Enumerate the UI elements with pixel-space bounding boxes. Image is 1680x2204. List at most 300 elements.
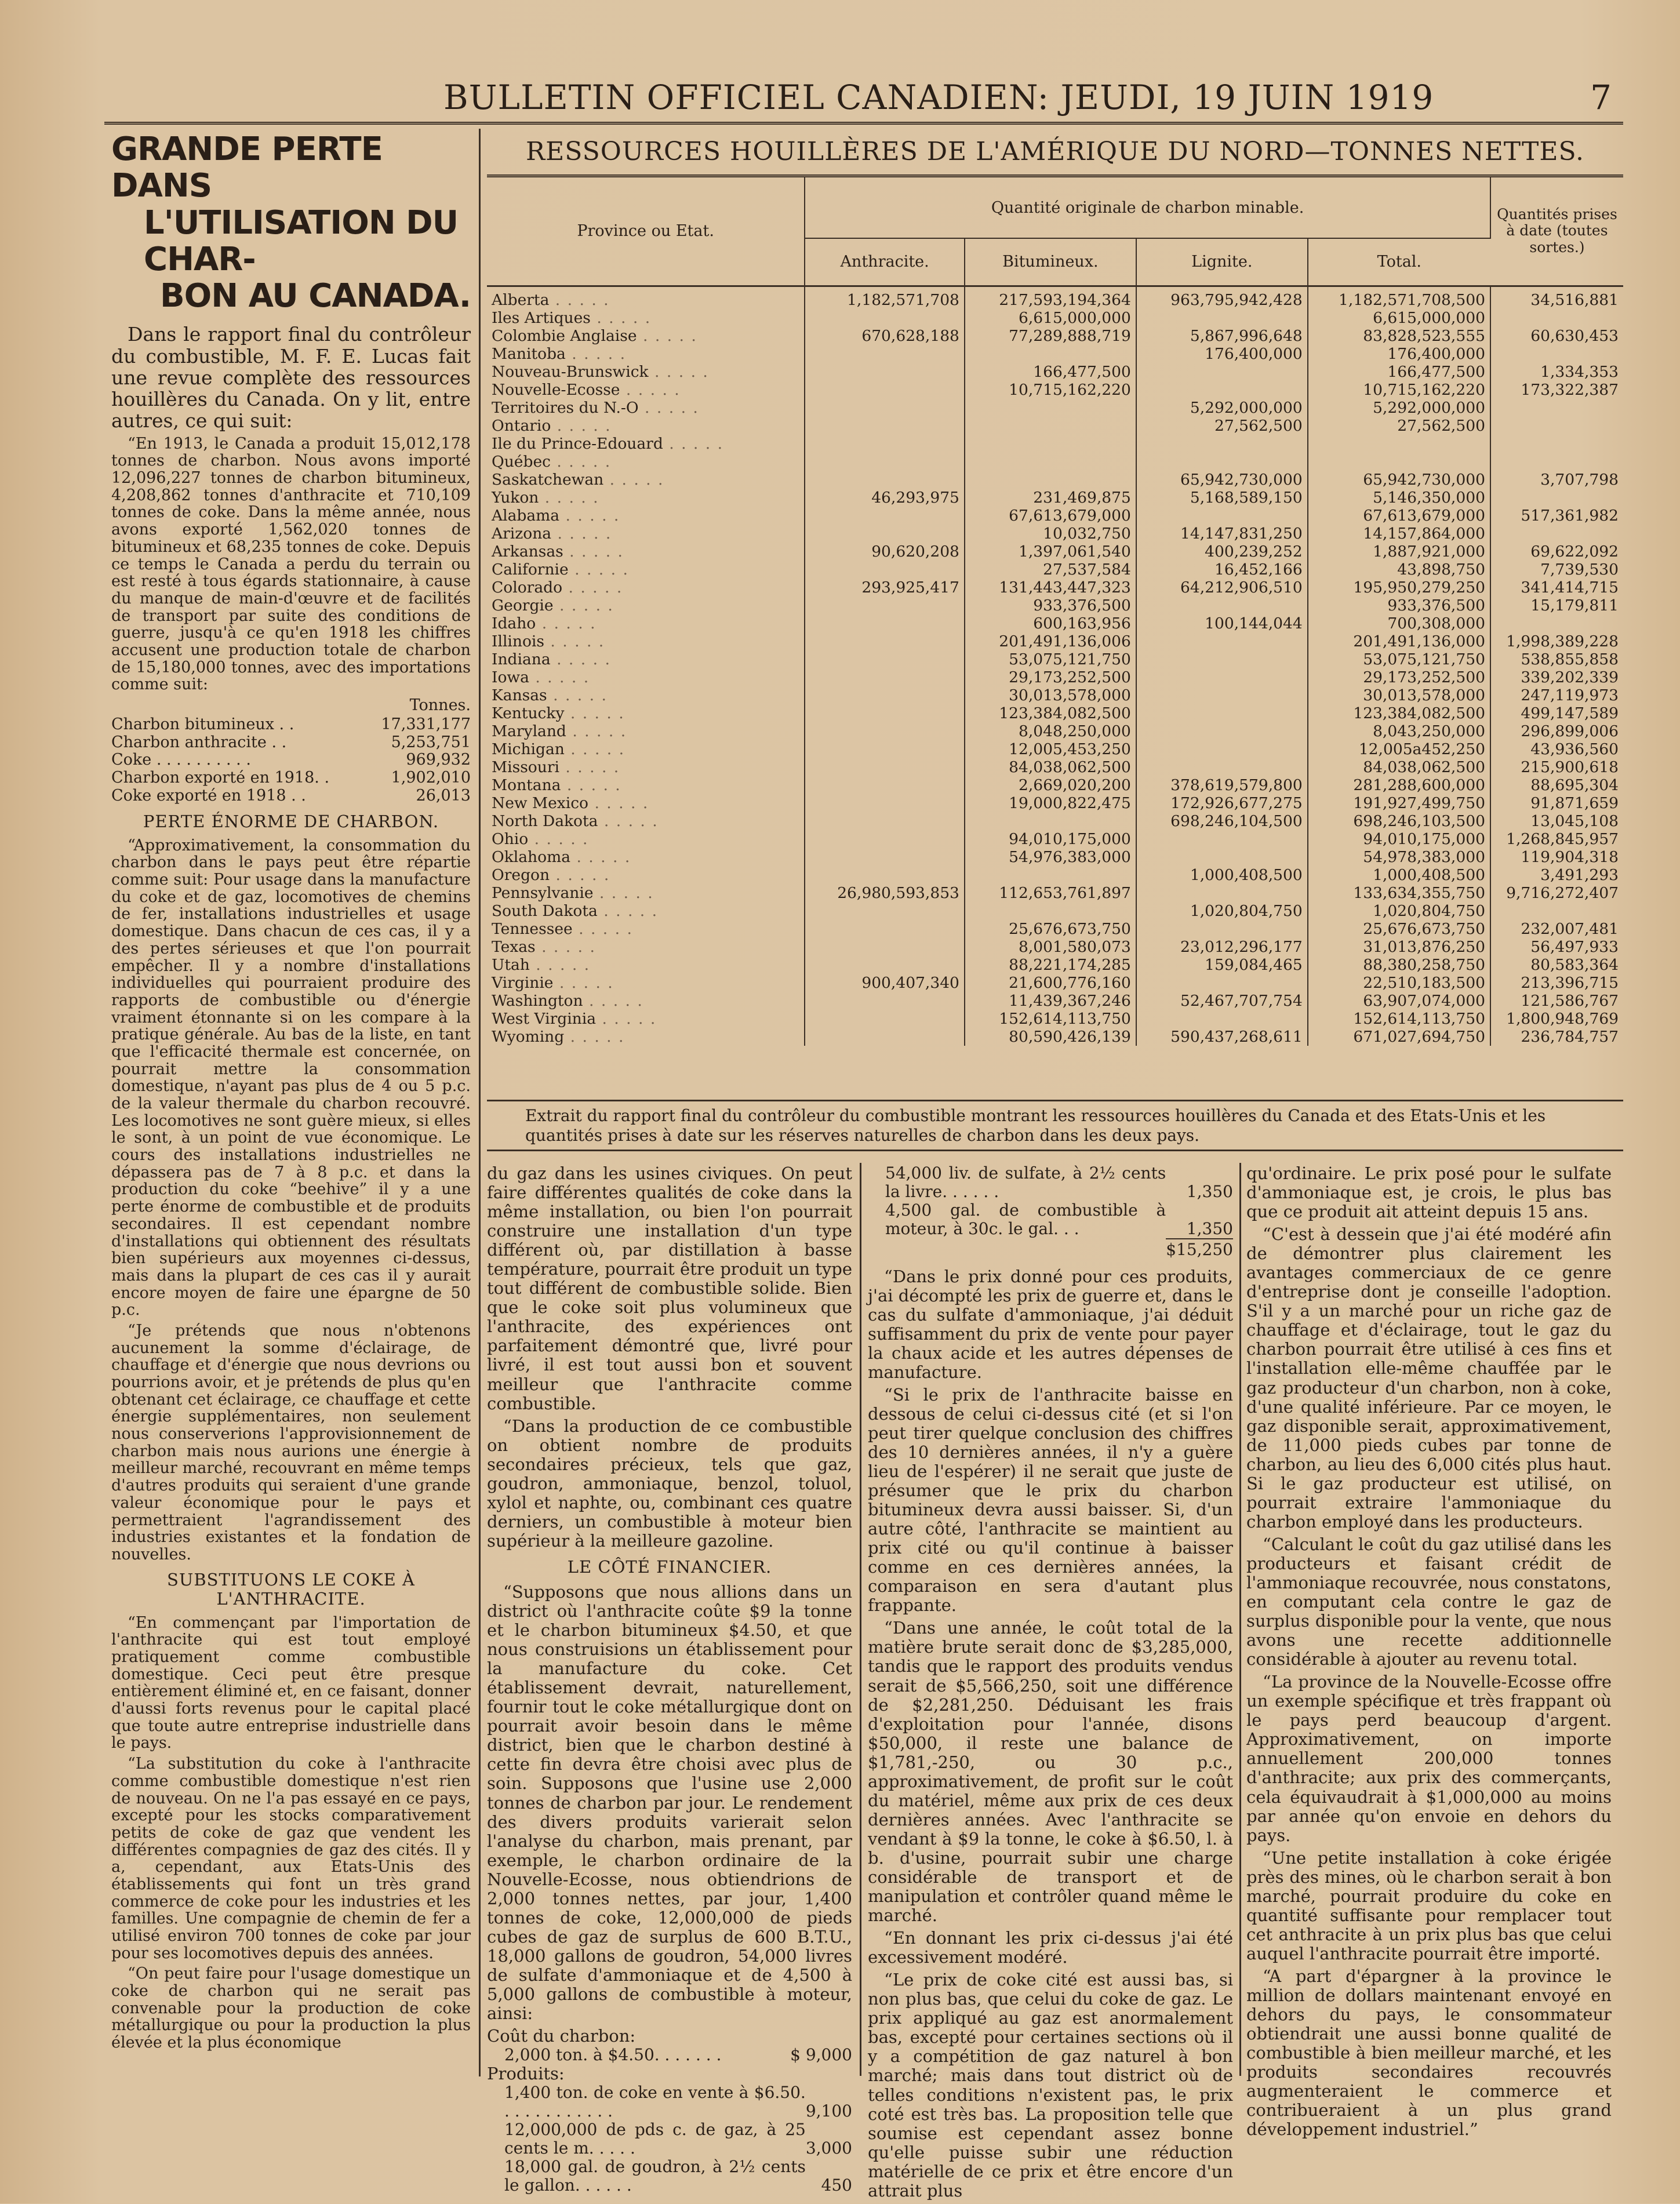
lignite-cell <box>1136 597 1308 614</box>
article-paragraph: “La substitution du coke à l'anthracite comme combustible domestique n'est rien de nouveau. On ne l'a pas essayé en ce pays, excepté pour les stocks comparativement petits de coke de gaz que vendent les différentes compagnies de gaz des cités. Il y a, cependant, aux Etats-Unis des établissements qui font un très grand commerce de coke pour les industries et les familles. Une compagnie de chemin de fer a utilisé environ 700 tonnes de coke par jour pour ses locomotives depuis des années. <box>111 1755 471 1962</box>
leader-dots: . . . . . <box>583 992 643 1010</box>
article-paragraph: “En commençant par l'importation de l'anthracite qui est tout employé pratiquement comme combustible domestique. Ceci peut être presque entièrement éliminé et, en ce faisant, donner d'aussi forts revenus pour le capital placé que toute autre entreprise industrielle dans le pays. <box>111 1613 471 1752</box>
quantites-cell <box>1490 614 1623 632</box>
province-name: Idaho <box>492 614 536 632</box>
anthracite-cell <box>805 812 965 830</box>
lignite-cell <box>1136 938 1308 956</box>
table-row <box>487 920 1623 938</box>
cell-value: 5,146,350,000 <box>1373 489 1485 507</box>
headline-line: GRANDE PERTE DANS <box>111 130 383 205</box>
cell-value: 5,292,000,000 <box>1373 399 1485 417</box>
anthracite-cell <box>805 974 965 992</box>
table-row <box>487 579 1623 597</box>
province-cell <box>487 866 805 884</box>
total-cell <box>1308 632 1490 650</box>
leader-dots: . . . . . <box>564 740 626 758</box>
headline-line: BON AU CANADA. <box>159 277 471 315</box>
cell-value: 933,376,500 <box>1387 597 1485 614</box>
province-name: Missouri <box>492 758 559 776</box>
cell-value: 173,322,387 <box>1521 381 1619 399</box>
province-name: Pennsylvanie <box>492 884 594 902</box>
cell-value: 64,212,906,510 <box>1180 579 1303 597</box>
leader-dots: . . . . . <box>570 848 631 866</box>
cell-value: 176,400,000 <box>1205 345 1303 363</box>
leader-dots: . . . . . <box>529 668 590 686</box>
total-cell <box>1308 956 1490 974</box>
article-paragraph: “En donnant les prix ci-dessus j'ai été excessivement modéré. <box>868 1928 1233 1967</box>
cell-value: 700,308,000 <box>1387 614 1485 632</box>
anthracite-cell <box>805 435 965 453</box>
anthracite-cell <box>805 722 965 740</box>
article-paragraph: qu'ordinaire. Le prix posé pour le sulfate d'ammoniaque est, je crois, le plus bas que ce produit ait atteint depuis 15 ans. <box>1246 1163 1612 1222</box>
table-row <box>487 471 1623 489</box>
products-label: Produits: <box>487 2064 565 2084</box>
lignite-cell <box>1136 381 1308 399</box>
headline-line: L'UTILISATION DU CHAR- <box>144 203 459 278</box>
lignite-cell <box>1136 686 1308 704</box>
cell-value: 14,147,831,250 <box>1180 525 1303 543</box>
table-row <box>487 974 1623 992</box>
total-cell <box>1308 381 1490 399</box>
cell-value: 112,653,761,897 <box>999 884 1131 902</box>
bitumineux-cell <box>965 597 1136 614</box>
leader-dots: . . . . . <box>596 1010 657 1028</box>
bitumineux-cell <box>965 1010 1136 1028</box>
province-cell <box>487 363 805 381</box>
cell-value: 191,927,499,750 <box>1353 794 1485 812</box>
bitumineux-cell <box>965 848 1136 866</box>
total-cell <box>1308 489 1490 507</box>
column-2 <box>487 1164 852 2195</box>
cell-value: 100,144,044 <box>1205 614 1303 632</box>
cell-value: 172,926,677,275 <box>1170 794 1303 812</box>
total-cell <box>1308 830 1490 848</box>
table-row <box>487 327 1623 345</box>
province-cell <box>487 938 805 956</box>
calc-row <box>487 2046 852 2064</box>
quantites-cell <box>1490 399 1623 417</box>
calc-label: 12,000,000 de pds c. de gaz, à 25 cents le m. . . . . <box>504 2119 806 2158</box>
lignite-cell <box>1136 561 1308 579</box>
province-cell <box>487 1028 805 1046</box>
lignite-cell <box>1136 650 1308 668</box>
total-cell <box>1308 776 1490 794</box>
cell-value: 10,032,750 <box>1043 525 1131 543</box>
cell-value: 152,614,113,750 <box>999 1010 1131 1028</box>
province-name: New Mexico <box>492 794 589 812</box>
cell-value: 1,887,921,000 <box>1373 543 1485 561</box>
cell-value: 378,619,579,800 <box>1170 776 1303 794</box>
anthracite-cell <box>805 776 965 794</box>
quantites-cell <box>1490 1010 1623 1028</box>
calc-row <box>487 2158 852 2195</box>
stats-unit: Tonnes. <box>409 696 471 715</box>
col-header-province: Province ou Etat. <box>487 177 805 286</box>
table-row <box>487 704 1623 722</box>
lignite-cell <box>1136 920 1308 938</box>
quantites-cell <box>1490 597 1623 614</box>
province-cell <box>487 632 805 650</box>
anthracite-cell <box>805 417 965 435</box>
province-name: Ohio <box>492 830 529 848</box>
leader-dots: . . . . . <box>565 345 627 363</box>
quantites-cell <box>1490 327 1623 345</box>
lignite-cell <box>1136 1010 1308 1028</box>
province-cell <box>487 597 805 614</box>
article-paragraph: du gaz dans les usines civiques. On peut faire différentes qualités de coke dans la même installation, ou bien l'on pourrait construire une installation d'un type différent où, par distillation à basse température, pourrait être produit un type tout différent de combustible solide. Bien que le coke soit plus volumineux que l'anthracite, des expériences ont parfaitement démontré que, livré pour livré, il est tout aussi bon et souvent meilleur que l'anthracite comme combustible. <box>487 1163 852 1413</box>
lignite-cell <box>1136 1028 1308 1046</box>
province-cell <box>487 543 805 561</box>
cell-value: 26,980,593,853 <box>837 884 959 902</box>
anthracite-cell <box>805 902 965 920</box>
cell-value: 10,715,162,220 <box>1009 381 1131 399</box>
anthracite-cell <box>805 848 965 866</box>
total-cell <box>1308 471 1490 489</box>
cell-value: 341,414,715 <box>1521 579 1619 597</box>
province-name: Maryland <box>492 722 566 740</box>
province-cell <box>487 884 805 902</box>
bitumineux-cell <box>965 884 1136 902</box>
cell-value: 1,000,408,500 <box>1373 866 1485 884</box>
cost-table <box>487 2046 852 2064</box>
bitumineux-cell <box>965 632 1136 650</box>
col-header-total: Total. <box>1377 253 1422 271</box>
stats-row <box>111 769 471 787</box>
column-rule <box>1239 1163 1241 2076</box>
total-cell <box>1308 327 1490 345</box>
table-row <box>487 848 1623 866</box>
cell-value: 215,900,618 <box>1521 758 1619 776</box>
cell-value: 30,013,578,000 <box>1363 686 1485 704</box>
lignite-cell <box>1136 327 1308 345</box>
total-cell <box>1308 884 1490 902</box>
total-cell <box>1308 561 1490 579</box>
cell-value: 27,537,584 <box>1043 561 1131 579</box>
total-cell <box>1308 686 1490 704</box>
products-table-continued <box>868 1164 1233 1259</box>
cell-value: 10,715,162,220 <box>1363 381 1485 399</box>
import-stats-table <box>111 716 471 805</box>
province-cell <box>487 776 805 794</box>
bitumineux-cell <box>965 471 1136 489</box>
stats-label: Coke exporté en 1918 . . <box>111 786 306 805</box>
leader-dots: . . . . . <box>544 632 605 650</box>
quantites-cell <box>1490 650 1623 668</box>
article-paragraph: “Si le prix de l'anthracite baisse en dessous de celui ci-dessus cité (et si l'on peut tirer quelque conclusion des chiffres des 10 dernières années, il n'y a guère lieu de l'espérer) il ne serait que juste de présumer que le prix du charbon bitumineux devra aussi baisser. Si, d'un autre côté, l'anthracite se maintient au prix cité ou qu'il continue à baisser comme en ces dernières années, la comparaison en sera d'autant plus frappante. <box>868 1384 1233 1616</box>
calc-value: $ 9,000 <box>790 2045 852 2065</box>
total-cell <box>1308 286 1490 309</box>
province-cell <box>487 525 805 543</box>
quantites-cell <box>1490 543 1623 561</box>
province-cell <box>487 1010 805 1028</box>
anthracite-cell <box>805 830 965 848</box>
stats-value: 26,013 <box>416 786 471 805</box>
article-headline <box>111 131 471 314</box>
table-row <box>487 489 1623 507</box>
quantites-cell <box>1490 920 1623 938</box>
cell-value: 231,469,875 <box>1033 489 1131 507</box>
quantites-cell <box>1490 974 1623 992</box>
cell-value: 11,439,367,246 <box>1009 992 1131 1010</box>
total-cell <box>1308 758 1490 776</box>
lignite-cell <box>1136 992 1308 1010</box>
province-name: Québec <box>492 453 551 471</box>
table-row <box>487 453 1623 471</box>
lignite-cell <box>1136 830 1308 848</box>
province-cell <box>487 417 805 435</box>
anthracite-cell <box>805 632 965 650</box>
cell-value: 63,907,074,000 <box>1363 992 1485 1010</box>
province-name: Nouveau-Brunswick <box>492 363 649 381</box>
page-number: 7 <box>1590 78 1612 117</box>
leader-dots: . . . . . <box>551 525 612 543</box>
province-name: North Dakota <box>492 812 598 830</box>
table-row <box>487 812 1623 830</box>
cell-value: 590,437,268,611 <box>1170 1028 1303 1046</box>
table-row <box>487 884 1623 902</box>
quantites-cell <box>1490 884 1623 902</box>
total-cell <box>1308 1028 1490 1046</box>
province-cell <box>487 812 805 830</box>
quantites-cell <box>1490 417 1623 435</box>
bitumineux-cell <box>965 776 1136 794</box>
cell-value: 6,615,000,000 <box>1018 309 1131 327</box>
cell-value: 400,239,252 <box>1205 543 1303 561</box>
province-name: Virginie <box>492 974 554 992</box>
cell-value: 65,942,730,000 <box>1180 471 1303 489</box>
quantites-cell <box>1490 435 1623 453</box>
calc-value: 450 <box>821 2175 852 2195</box>
province-cell <box>487 740 805 758</box>
total-cell <box>1308 1010 1490 1028</box>
total-cell <box>1308 740 1490 758</box>
table-row <box>487 992 1623 1010</box>
cell-value: 27,562,500 <box>1397 417 1485 435</box>
table-row <box>487 345 1623 363</box>
cell-value: 67,613,679,000 <box>1009 507 1131 525</box>
province-name: Saskatchewan <box>492 471 604 489</box>
leader-dots: . . . . . <box>559 758 620 776</box>
leader-dots: . . . . . <box>547 686 608 704</box>
cell-value: 69,622,092 <box>1530 543 1619 561</box>
province-name: Michigan <box>492 740 565 758</box>
quantites-cell <box>1490 776 1623 794</box>
column-3 <box>868 1164 1233 2204</box>
anthracite-cell <box>805 758 965 776</box>
lignite-cell <box>1136 902 1308 920</box>
province-name: Nouvelle-Ecosse <box>492 381 620 399</box>
cell-value: 9,716,272,407 <box>1506 884 1619 902</box>
article-paragraph: “Dans le prix donné pour ces produits, j'ai décompté les prix de guerre et, dans le cas du sulfate d'ammoniaque, j'ai déduit suffisamment du prix de vente pour payer la chaux acide et les autres dépenses de manufacture. <box>868 1266 1233 1382</box>
article-intro: Dans le rapport final du contrôleur du combustible, M. F. E. Lucas fait une revue complète des ressources houillères du Canada. On y lit, entre autres, ce qui suit: <box>111 323 471 432</box>
bitumineux-cell <box>965 992 1136 1010</box>
bitumineux-cell <box>965 579 1136 597</box>
province-cell <box>487 848 805 866</box>
col-header-bitumineux: Bitumineux. <box>965 238 1136 286</box>
products-table <box>487 2083 852 2194</box>
total-cell <box>1308 507 1490 525</box>
table-row <box>487 309 1623 327</box>
lignite-cell <box>1136 758 1308 776</box>
coal-resources-table <box>487 177 1623 1046</box>
quantites-cell <box>1490 812 1623 830</box>
quantites-cell <box>1490 794 1623 812</box>
quantites-cell <box>1490 381 1623 399</box>
stats-label: Charbon anthracite . . <box>111 733 287 751</box>
table-row <box>487 794 1623 812</box>
calc-label: 2,000 ton. à $4.50. . . . . . . <box>504 2045 722 2065</box>
calc-row <box>868 1201 1233 1238</box>
lignite-cell <box>1136 417 1308 435</box>
province-cell <box>487 974 805 992</box>
total-cell <box>1308 363 1490 381</box>
article-paragraph: “Une petite installation à coke érigée près des mines, où le charbon serait à bon marché, pourrait produire du coke en quantité suffisante pour remplacer tout cet anthracite à un prix plus bas que celui auquel l'anthracite pourrait être importé. <box>1246 1847 1612 1963</box>
province-cell <box>487 345 805 363</box>
province-name: Oregon <box>492 866 550 884</box>
province-name: Territoires du N.-O <box>492 399 639 417</box>
article-paragraph: “Dans une année, le coût total de la matière brute serait donc de $3,285,000, tandis que le rapport des produits vendus serait de $5,566,250, soit une différence de $2,281,250. Déduisant les frais d'exploitation pour l'année, disons $50,000, il reste une balance de $1,781,-250, ou 30 p.c., approximativement, de profit sur le coût du matériel, même aux prix de ces deux dernières années. Avec l'anthracite se vendant à $9 la tonne, le coke à $6.50, l. à b. d'usine, pourrait subir une charge considérable de transport et de manipulation et contrôler quand même le marché. <box>868 1618 1233 1926</box>
total-cell <box>1308 722 1490 740</box>
quantites-cell <box>1490 561 1623 579</box>
cell-value: 94,010,175,000 <box>1363 830 1485 848</box>
cell-value: 31,013,876,250 <box>1363 938 1485 956</box>
province-name: Ile du Prince-Edouard <box>492 435 663 453</box>
column-rule <box>860 1163 861 2076</box>
bulletin-title: BULLETIN OFFICIEL CANADIEN: JEUDI, 19 JUIN 1919 <box>443 78 1434 117</box>
lignite-cell <box>1136 812 1308 830</box>
col-group-header: Quantité originale de charbon minable. <box>805 177 1490 238</box>
lignite-cell <box>1136 974 1308 992</box>
province-cell <box>487 471 805 489</box>
quantites-cell <box>1490 866 1623 884</box>
total-cell <box>1308 579 1490 597</box>
anthracite-cell <box>805 866 965 884</box>
quantites-cell <box>1490 345 1623 363</box>
province-name: Utah <box>492 956 530 974</box>
anthracite-cell <box>805 525 965 543</box>
table-row <box>487 381 1623 399</box>
lignite-cell <box>1136 286 1308 309</box>
leader-dots: . . . . . <box>551 417 612 435</box>
province-cell <box>487 579 805 597</box>
bitumineux-cell <box>965 956 1136 974</box>
province-name: Indiana <box>492 650 551 668</box>
lignite-cell <box>1136 435 1308 453</box>
province-name: Iowa <box>492 668 529 686</box>
cell-value: 7,739,530 <box>1540 561 1619 579</box>
total-cell <box>1308 614 1490 632</box>
leader-dots: . . . . . <box>563 543 624 561</box>
cell-value: 152,614,113,750 <box>1353 1010 1485 1028</box>
province-name: Montana <box>492 776 561 794</box>
cell-value: 123,384,082,500 <box>1353 704 1485 722</box>
table-row <box>487 1010 1623 1028</box>
table-row <box>487 543 1623 561</box>
cell-value: 1,800,948,769 <box>1506 1010 1619 1028</box>
cell-value: 29,173,252,500 <box>1009 668 1131 686</box>
bitumineux-cell <box>965 614 1136 632</box>
anthracite-cell <box>805 309 965 327</box>
bitumineux-cell <box>965 417 1136 435</box>
table-row <box>487 686 1623 704</box>
calc-value: 3,000 <box>805 2138 852 2158</box>
lignite-cell <box>1136 884 1308 902</box>
article-paragraph: “Je prétends que nous n'obtenons aucunement la somme d'éclairage, de chauffage et d'énergie que nous devrions ou pourrions avoir, et je prétends de plus qu'en obtenant cet éclairage, ce chauffage et cette énergie supplémentaires, non seulement nous conserverions l'approvisionnement de charbon mais nous aurions une énergie à meilleur marché, recouvrant en même temps d'autres produits qui seraient d'une grande valeur économique pour le pays et permettraient l'agrandissement des industries existantes et la fondation de nouvelles. <box>111 1321 471 1563</box>
cell-value: 29,173,252,500 <box>1363 668 1485 686</box>
leader-dots: . . . . . <box>590 309 652 327</box>
bitumineux-cell <box>965 902 1136 920</box>
total-cell <box>1308 974 1490 992</box>
cell-value: 90,620,208 <box>871 543 959 561</box>
cell-value: 3,491,293 <box>1540 866 1619 884</box>
leader-dots: . . . . . <box>568 561 629 579</box>
province-name: Illinois <box>492 632 544 650</box>
anthracite-cell <box>805 686 965 704</box>
lignite-cell <box>1136 399 1308 417</box>
anthracite-cell <box>805 794 965 812</box>
cell-value: 12,005,453,250 <box>1009 740 1131 758</box>
total-cell <box>1308 704 1490 722</box>
province-name: Oklahoma <box>492 848 571 866</box>
cell-value: 30,013,578,000 <box>1009 686 1131 704</box>
cell-value: 1,000,408,500 <box>1190 866 1303 884</box>
cell-value: 217,593,194,364 <box>999 291 1131 309</box>
section-heading: SUBSTITUONS LE COKE À L'ANTHRACITE. <box>167 1569 415 1609</box>
table-title: RESSOURCES HOUILLÈRES DE L'AMÉRIQUE DU NORD—TONNES NETTES. <box>487 131 1623 177</box>
quantites-cell <box>1490 1028 1623 1046</box>
stats-value: 17,331,177 <box>381 715 471 733</box>
cell-value: 499,147,589 <box>1521 704 1619 722</box>
cell-value: 1,334,353 <box>1540 363 1619 381</box>
stats-row <box>111 751 471 769</box>
calc-value: 1,350 <box>1186 1219 1233 1238</box>
total-cell <box>1308 902 1490 920</box>
province-name: Arkansas <box>492 543 563 561</box>
table-row <box>487 286 1623 309</box>
bitumineux-cell <box>965 363 1136 381</box>
province-name: Alberta <box>492 291 550 309</box>
province-name: Tennessee <box>492 920 573 938</box>
province-cell <box>487 956 805 974</box>
column-4 <box>1246 1164 1612 2143</box>
leader-dots: . . . . . <box>562 579 623 597</box>
province-name: Arizona <box>492 525 552 543</box>
total-cell <box>1308 650 1490 668</box>
stats-row <box>111 716 471 734</box>
leader-dots: . . . . . <box>536 614 597 632</box>
bitumineux-cell <box>965 650 1136 668</box>
col-header-lignite: Lignite. <box>1136 238 1308 286</box>
bitumineux-cell <box>965 345 1136 363</box>
cell-value: 121,586,767 <box>1521 992 1619 1010</box>
leader-dots: . . . . . <box>620 381 681 399</box>
cell-value: 123,384,082,500 <box>999 704 1131 722</box>
calc-total: $15,250 <box>1166 1238 1233 1259</box>
cell-value: 14,157,864,000 <box>1363 525 1485 543</box>
province-name: Manitoba <box>492 345 566 363</box>
table-row <box>487 363 1623 381</box>
cell-value: 5,867,996,648 <box>1190 327 1303 345</box>
province-cell <box>487 830 805 848</box>
cell-value: 8,001,580,073 <box>1018 938 1131 956</box>
leader-dots: . . . . . <box>553 597 614 614</box>
leader-dots: . . . . . <box>550 866 610 884</box>
province-cell <box>487 758 805 776</box>
article-paragraph: “C'est à dessein que j'ai été modéré afin de démontrer plus clairement les avantages commerciaux de ce genre d'entreprise dont je conseille l'adoption. S'il y a un marché pour un riche gaz de chauffage et d'éclairage, tout le gaz du charbon pourrait être utilisé à ces fins et l'installation elle-même chauffée par le gaz producteur d'un charbon, non à coke, d'une qualité inférieure. Par ce moyen, le gaz disponible serait, approximativement, de 11,000 pieds cubes par tonne de charbon, au lieu des 6,000 cités plus haut. Si le gaz producteur est utilisé, on pourrait extraire l'ammoniaque du charbon employé dans les producteurs. <box>1246 1224 1612 1532</box>
total-cell <box>1308 543 1490 561</box>
quantites-cell <box>1490 938 1623 956</box>
lignite-cell <box>1136 345 1308 363</box>
